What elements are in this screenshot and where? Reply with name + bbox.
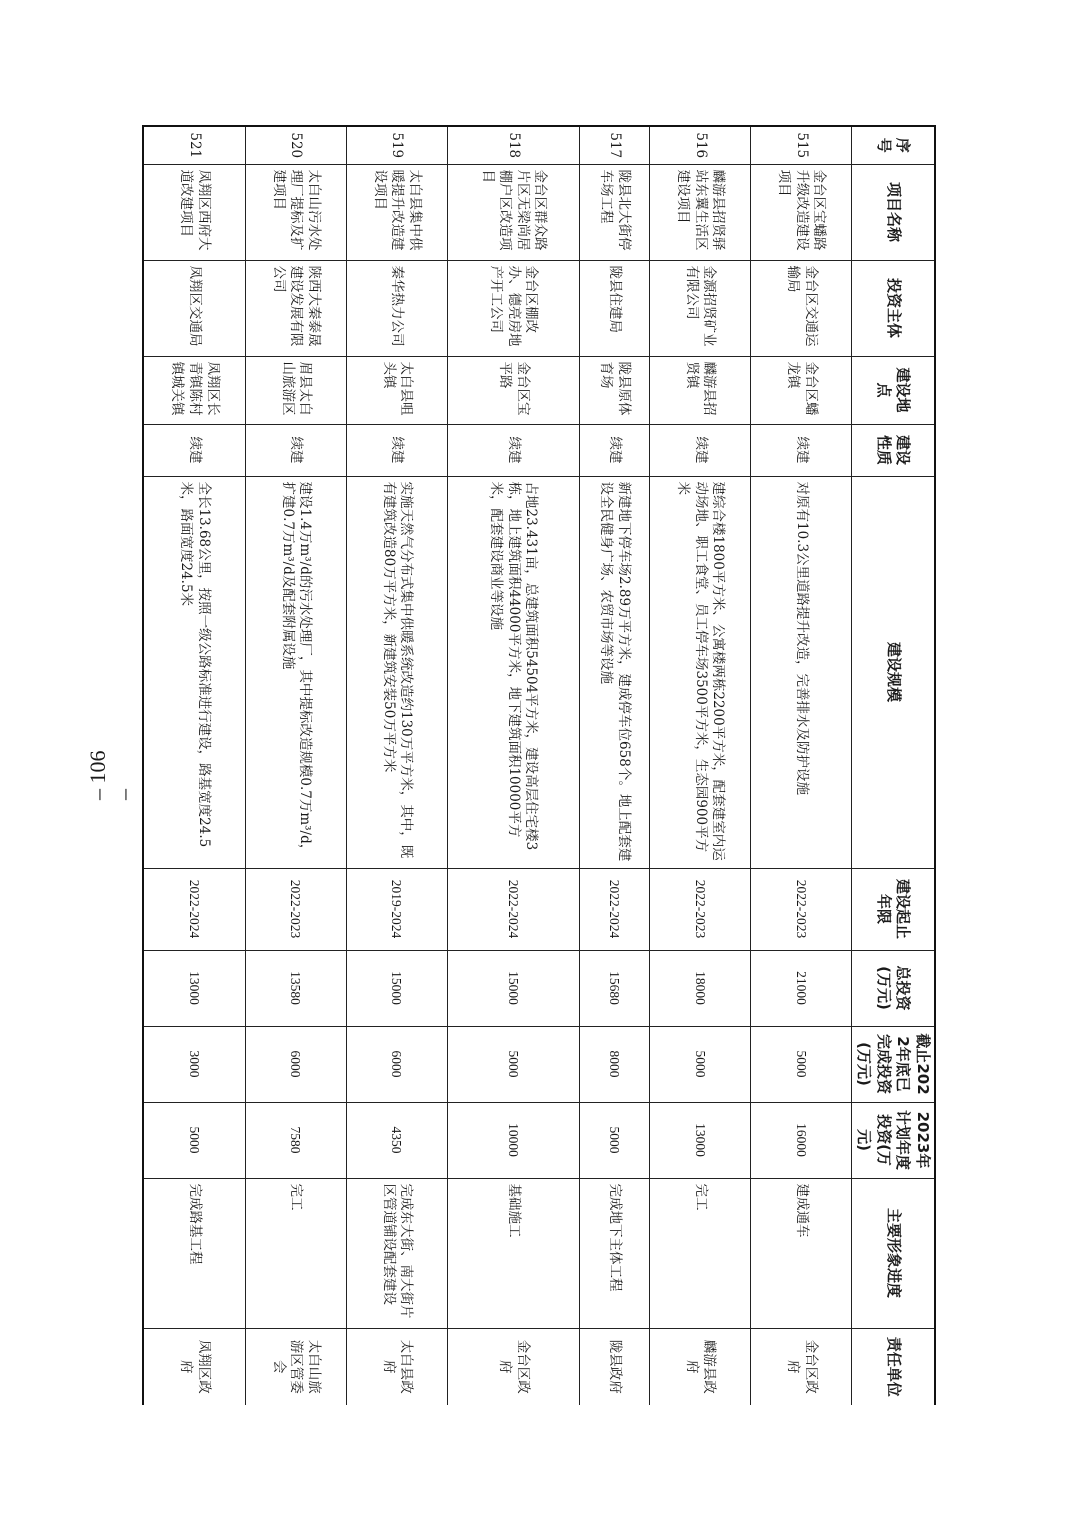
table-row	[245, 126, 346, 1405]
cell-plan2023: 5000	[143, 1102, 245, 1178]
cell-scale: 全长13.68公里，按照一级公路标准进行建设，路基宽度24.5米，路面宽度24.5米	[143, 476, 245, 868]
cell-done2022: 8000	[579, 1026, 649, 1102]
cell-plan2023: 5000	[579, 1102, 649, 1178]
cell-unit: 金台区政府	[750, 1328, 851, 1405]
cell-investor: 金台区棚改办、德亮房地产开工公司	[447, 260, 579, 356]
cell-total: 13580	[245, 950, 346, 1026]
header-done2022: 截止2022年底已完成投资(万元)	[852, 1026, 936, 1102]
cell-total: 18000	[649, 950, 750, 1026]
cell-nature: 续建	[750, 424, 851, 476]
header-location: 建设地点	[852, 356, 936, 424]
cell-done2022: 5000	[750, 1026, 851, 1102]
cell-period: 2022-2024	[579, 868, 649, 950]
cell-plan2023: 4350	[346, 1102, 447, 1178]
cell-name: 金台区群众路片区无梁尚居棚户区改造项目	[447, 164, 579, 260]
cell-plan2023: 13000	[649, 1102, 750, 1178]
cell-seq: 520	[245, 126, 346, 164]
cell-scale: 建设1.4万m³/d的污水处理厂，其中提标改造规模0.7万m³/d，扩建0.7万m³/d及配套附属设施	[245, 476, 346, 868]
cell-period: 2022-2023	[649, 868, 750, 950]
cell-nature: 续建	[245, 424, 346, 476]
cell-progress: 基础施工	[447, 1178, 579, 1328]
cell-progress: 完工	[649, 1178, 750, 1328]
cell-period: 2019-2024	[346, 868, 447, 950]
cell-seq: 518	[447, 126, 579, 164]
cell-total: 21000	[750, 950, 851, 1026]
header-plan2023: 2023年计划年度投资(万元)	[852, 1102, 936, 1178]
cell-seq: 521	[143, 126, 245, 164]
rotated-table-container	[142, 125, 936, 1405]
cell-location: 麟游县招贤镇	[649, 356, 750, 424]
cell-location: 眉县太白山旅游区	[245, 356, 346, 424]
cell-investor: 陇县住建局	[579, 260, 649, 356]
cell-progress: 完成地下主体工程	[579, 1178, 649, 1328]
cell-name: 金台区宝蟠路升级改造建设项目	[750, 164, 851, 260]
table-row	[579, 126, 649, 1405]
cell-period: 2022-2023	[245, 868, 346, 950]
project-table	[142, 125, 936, 1405]
cell-name: 太白山污水处理厂提标及扩建项目	[245, 164, 346, 260]
header-investor: 投资主体	[852, 260, 936, 356]
header-nature: 建设性质	[852, 424, 936, 476]
header-name: 项目名称	[852, 164, 936, 260]
cell-name: 陇县北大街停车场工程	[579, 164, 649, 260]
cell-seq: 516	[649, 126, 750, 164]
cell-progress: 完工	[245, 1178, 346, 1328]
table-row	[649, 126, 750, 1405]
cell-progress: 完成路基工程	[143, 1178, 245, 1328]
cell-location: 凤翔区长青镇陈村镇城关镇	[143, 356, 245, 424]
cell-investor: 秦华热力公司	[346, 260, 447, 356]
cell-unit: 太白县政府	[346, 1328, 447, 1405]
cell-investor: 金源招贤矿业有限公司	[649, 260, 750, 356]
cell-scale: 实施天然气分布式集中供暖系统改造约130万平方米，其中，既有建筑改造80万平方米，新建筑安装50万平方米	[346, 476, 447, 868]
cell-seq: 517	[579, 126, 649, 164]
cell-plan2023: 10000	[447, 1102, 579, 1178]
table-frame	[142, 125, 936, 1405]
cell-unit: 太白山旅游区管委会	[245, 1328, 346, 1405]
cell-scale: 建综合楼1800平方米、公寓楼两栋2200平方米，配套建室内运动场地、职工食堂、员工停车场3500平方米，生态园900平方米	[649, 476, 750, 868]
header-total: 总投资(万元)	[852, 950, 936, 1026]
cell-period: 2022-2024	[447, 868, 579, 950]
cell-unit: 麟游县政府	[649, 1328, 750, 1405]
cell-plan2023: 16000	[750, 1102, 851, 1178]
cell-progress: 完成东大街、南大街片区管道铺设配套建设	[346, 1178, 447, 1328]
cell-progress: 建成通车	[750, 1178, 851, 1328]
cell-location: 金台区蟠龙镇	[750, 356, 851, 424]
cell-name: 太白县集中供暖提升改造建设项目	[346, 164, 447, 260]
cell-unit: 金台区政府	[447, 1328, 579, 1405]
header-unit: 责任单位	[852, 1328, 936, 1405]
header-progress: 主要形象进度	[852, 1178, 936, 1328]
header-seq: 序号	[852, 126, 936, 164]
table-row	[143, 126, 245, 1405]
table-row	[346, 126, 447, 1405]
cell-total: 13000	[143, 950, 245, 1026]
cell-location: 金台区宝平路	[447, 356, 579, 424]
cell-unit: 陇县政府	[579, 1328, 649, 1405]
cell-investor: 陕西大秦泰晟建设发展有限公司	[245, 260, 346, 356]
cell-total: 15000	[447, 950, 579, 1026]
table-row	[750, 126, 851, 1405]
cell-done2022: 5000	[649, 1026, 750, 1102]
cell-nature: 续建	[447, 424, 579, 476]
cell-nature: 续建	[143, 424, 245, 476]
cell-investor: 凤翔区交通局	[143, 260, 245, 356]
cell-investor: 金台区交通运输局	[750, 260, 851, 356]
cell-unit: 凤翔区政府	[143, 1328, 245, 1405]
cell-scale: 对原有10.3公里道路提升改造，完善排水及防护设施	[750, 476, 851, 868]
cell-period: 2022-2023	[750, 868, 851, 950]
cell-done2022: 6000	[346, 1026, 447, 1102]
page-number: – 106 –	[85, 750, 136, 800]
cell-period: 2022-2024	[143, 868, 245, 950]
cell-scale: 占地23.431亩，总建筑面积54504平方米，建设高层住宅楼3栋，地上建筑面积44000平方米，地下建筑面积10000平方米，配套建设商业等设施	[447, 476, 579, 868]
cell-total: 15000	[346, 950, 447, 1026]
cell-nature: 续建	[649, 424, 750, 476]
cell-nature: 续建	[346, 424, 447, 476]
cell-seq: 515	[750, 126, 851, 164]
header-scale: 建设规模	[852, 476, 936, 868]
cell-seq: 519	[346, 126, 447, 164]
cell-done2022: 6000	[245, 1026, 346, 1102]
cell-plan2023: 7580	[245, 1102, 346, 1178]
cell-done2022: 5000	[447, 1026, 579, 1102]
cell-location: 陇县原体育场	[579, 356, 649, 424]
cell-done2022: 3000	[143, 1026, 245, 1102]
cell-nature: 续建	[579, 424, 649, 476]
cell-scale: 新建地下停车场2.89万平方米，建成停车位658个。地上配套建设全民健身广场、农贸市场等设施	[579, 476, 649, 868]
table-row	[447, 126, 579, 1405]
cell-total: 15680	[579, 950, 649, 1026]
cell-name: 凤翔区西府大道改建项目	[143, 164, 245, 260]
cell-name: 麟游县招贤驿站东翼生活区建设项目	[649, 164, 750, 260]
cell-location: 太白县咀头镇	[346, 356, 447, 424]
header-row	[852, 126, 936, 1405]
header-period: 建设起止年限	[852, 868, 936, 950]
